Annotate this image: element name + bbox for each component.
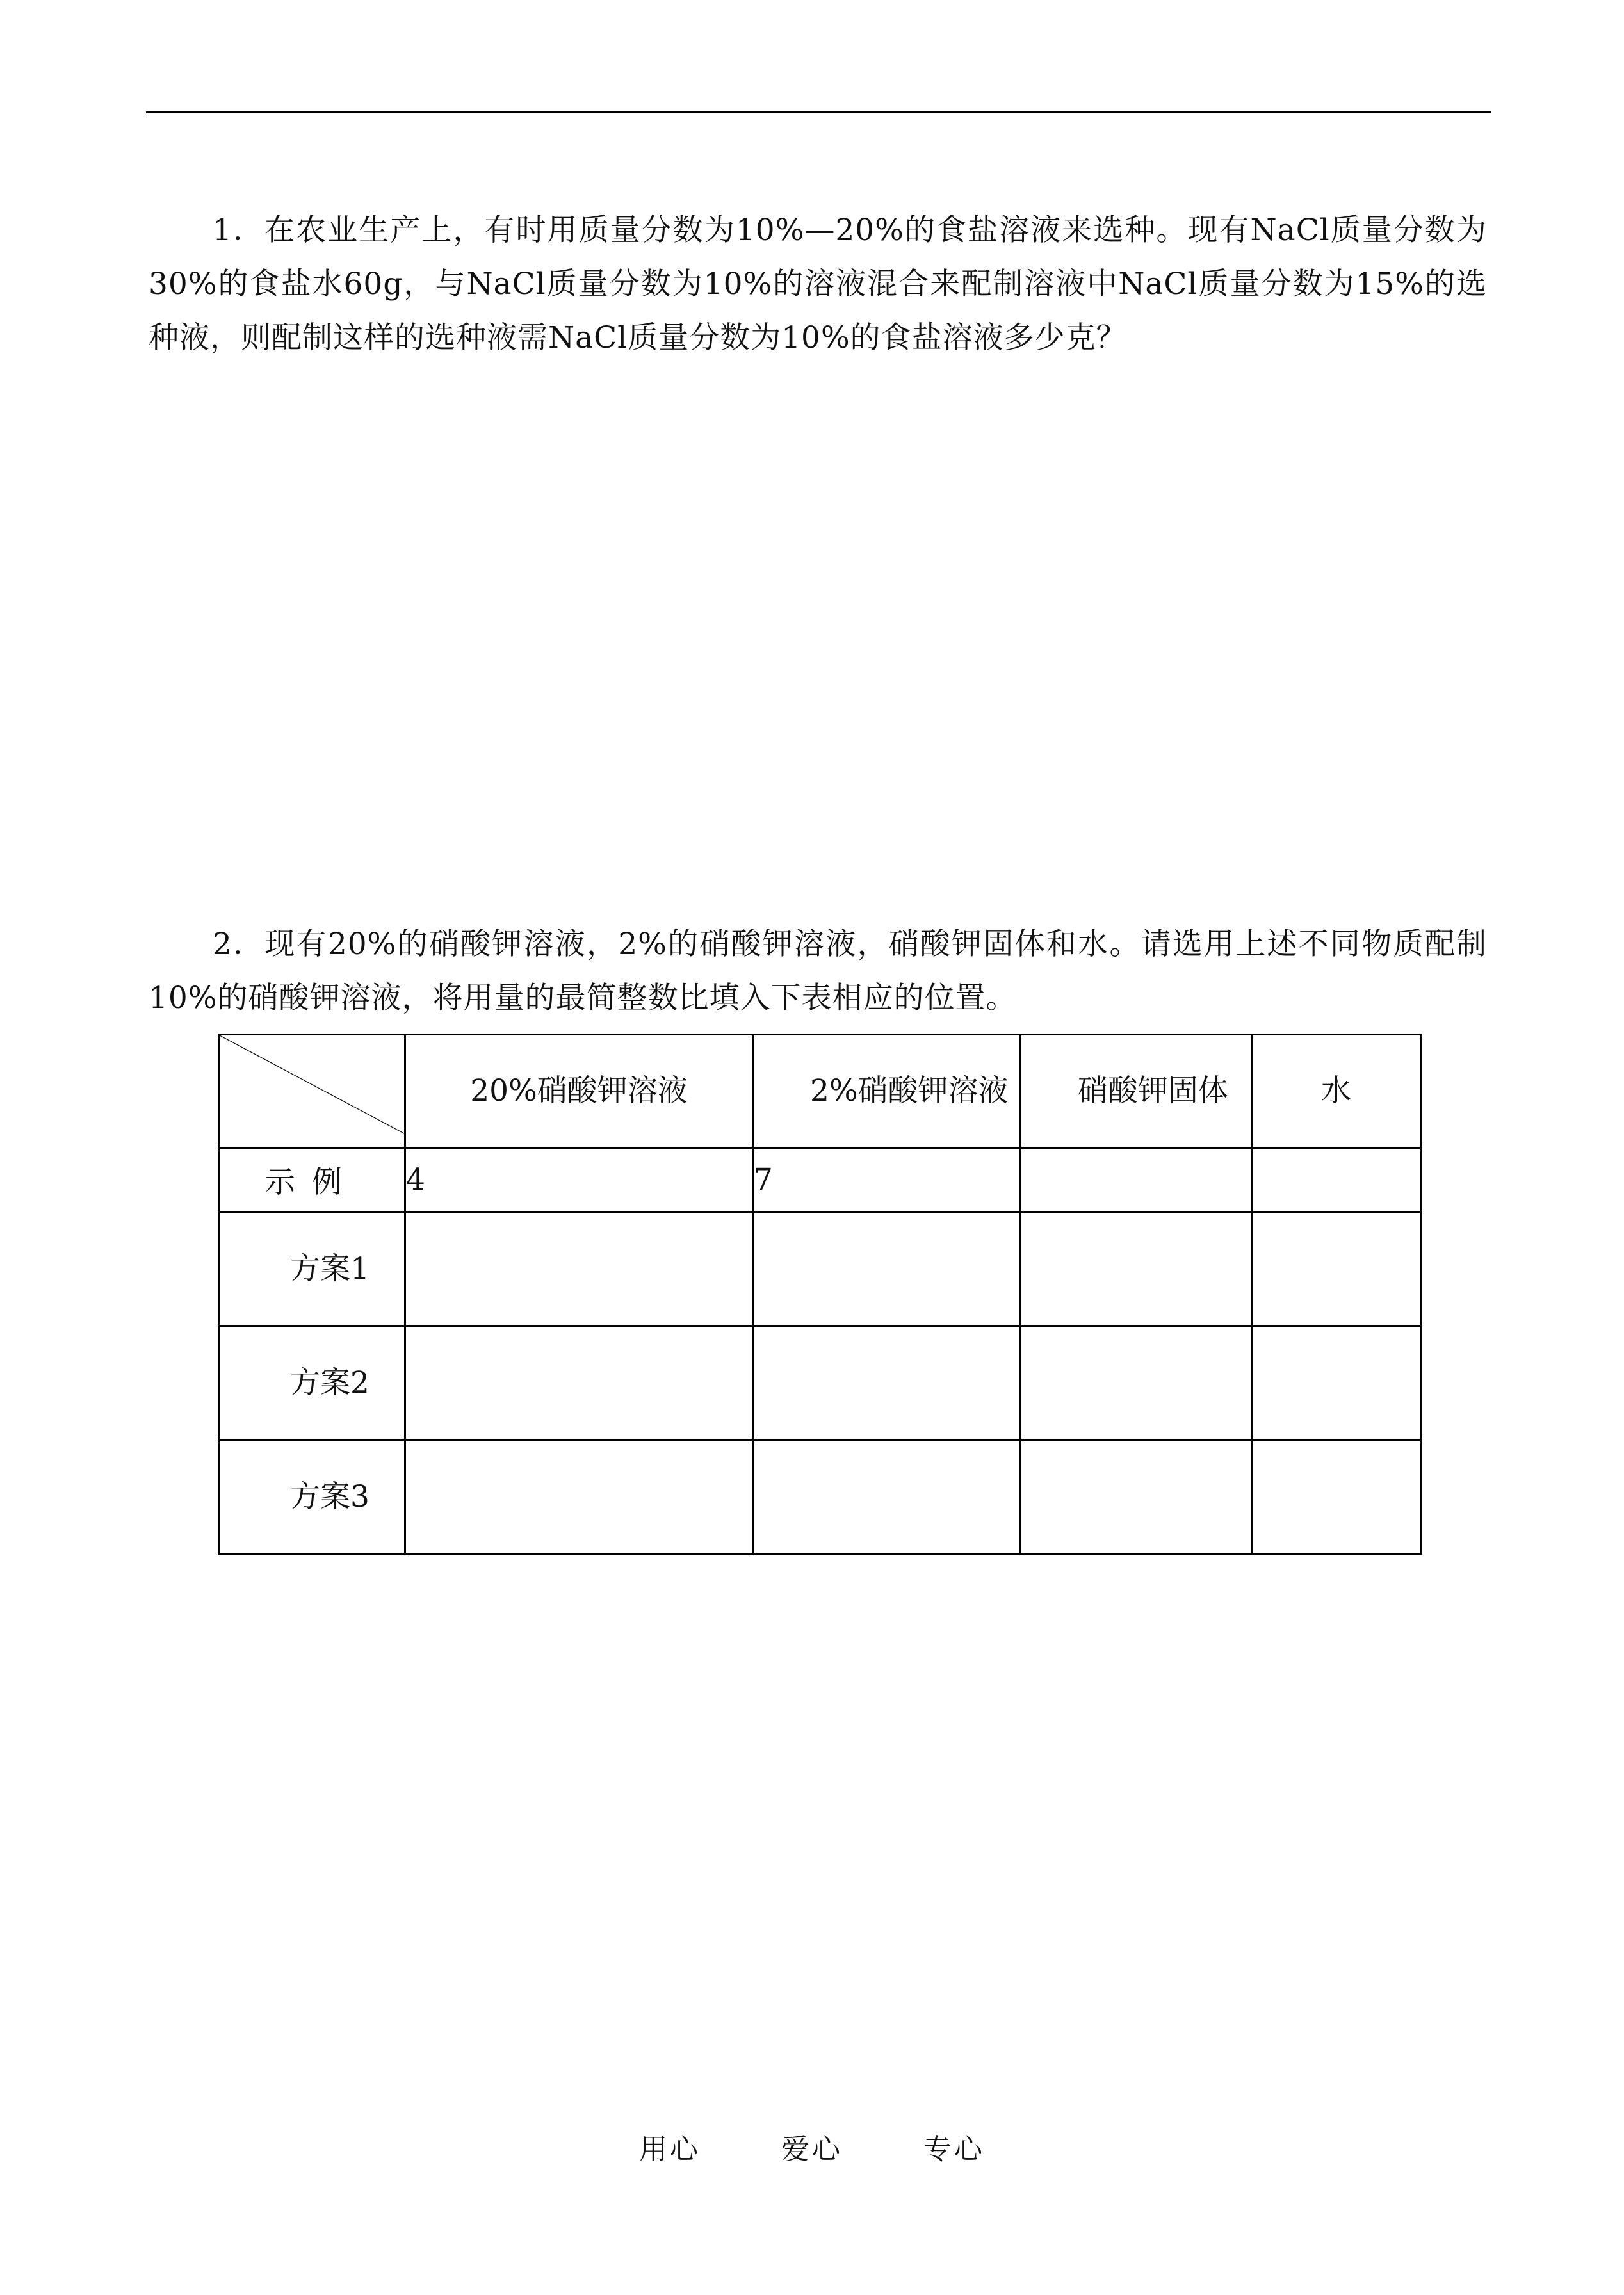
table-row xyxy=(219,1440,1421,1554)
table-cell xyxy=(1252,1212,1421,1326)
header-kno3-solid: 硝酸钾固体 xyxy=(1021,1035,1252,1148)
header-water: 水 xyxy=(1252,1035,1421,1148)
table-cell xyxy=(1021,1326,1252,1440)
row-label-plan-2: 方案2 xyxy=(219,1326,405,1440)
row-label-plan-3: 方案3 xyxy=(219,1440,405,1554)
header-rule xyxy=(146,111,1491,113)
table-cell xyxy=(405,1212,753,1326)
table-cell xyxy=(753,1326,1021,1440)
table-cell xyxy=(753,1212,1021,1326)
question-2: 2．现有20%的硝酸钾溶液，2%的硝酸钾溶液，硝酸钾固体和水。请选用上述不同物质配制10%的硝酸钾溶液，将用量的最简整数比填入下表相应的位置。 xyxy=(149,927,1487,1016)
page-footer xyxy=(0,2126,1624,2167)
table-row xyxy=(219,1212,1421,1326)
table-cell xyxy=(1021,1212,1252,1326)
table-cell xyxy=(1252,1440,1421,1554)
table-row xyxy=(219,1326,1421,1440)
row-label-plan-1: 方案1 xyxy=(219,1212,405,1326)
diagonal-line xyxy=(220,1035,404,1147)
table-cell: 7 xyxy=(753,1148,1021,1212)
header-20pct-solution: 20%硝酸钾溶液 xyxy=(405,1035,753,1148)
footer-item: 专心 xyxy=(923,2133,985,2166)
footer-item: 用心 xyxy=(639,2133,701,2166)
table-cell xyxy=(1252,1148,1421,1212)
diagonal-corner-cell xyxy=(219,1035,405,1148)
table-cell xyxy=(1021,1440,1252,1554)
table-cell xyxy=(1252,1326,1421,1440)
footer-item: 爱心 xyxy=(781,2133,843,2166)
table-cell xyxy=(753,1440,1021,1554)
question-1: 1．在农业生产上，有时用质量分数为10%—20%的食盐溶液来选种。现有NaCl质量分数为30%的食盐水60g，与NaCl质量分数为10%的溶液混合来配制溶液中NaCl质量分数为15%的选种液，则配制这样的选种液需NaCl质量分数为10%的食盐溶液多少克？ xyxy=(149,213,1487,355)
table-cell xyxy=(405,1440,753,1554)
table-cell: 4 xyxy=(405,1148,753,1212)
table-cell xyxy=(1021,1148,1252,1212)
row-label-example: 示例 xyxy=(219,1148,405,1212)
table-cell xyxy=(405,1326,753,1440)
table-row xyxy=(219,1148,1421,1212)
header-2pct-solution: 2%硝酸钾溶液 xyxy=(753,1035,1021,1148)
answer-table xyxy=(218,1034,1422,1555)
table-header-row xyxy=(219,1035,1421,1148)
